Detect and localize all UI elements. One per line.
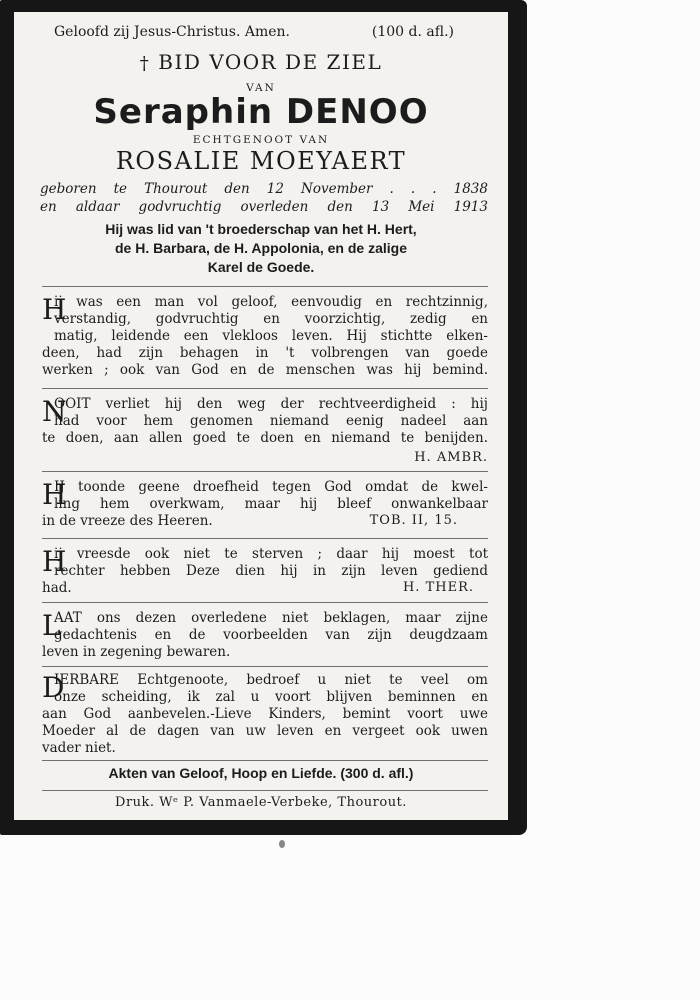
paragraph-line: ij vreesde ook niet te sterven ; daar hij moest tot — [54, 546, 488, 562]
card-paper — [14, 12, 508, 820]
divider — [42, 666, 488, 667]
divider — [42, 388, 488, 389]
brotherhood-line-3: Karel de Goede. — [207, 259, 315, 275]
title-row — [14, 50, 508, 74]
paragraph-line: OOIT verliet hij den weg der rechtveerdigheid : hij — [54, 396, 488, 412]
drop-cap: D — [42, 671, 65, 704]
paragraph-line: aan God aanbevelen.-Lieve Kinders, bemint voort uwe — [42, 706, 488, 722]
cross-icon: † — [139, 53, 151, 74]
scripture-reference: H. THER. — [402, 580, 474, 595]
paragraph-line: matig, leidende een vlekloos leven. Hij stichtte elken- — [54, 328, 488, 344]
brotherhood-line-1: Hij was lid van 't broederschap van het H. Hert, — [105, 221, 417, 237]
paragraph-5 — [42, 610, 488, 661]
paragraph-line: ij was een man vol geloof, eenvoudig en rechtzinnig, — [54, 294, 488, 310]
scripture-reference: H. AMBR. — [414, 450, 488, 465]
paragraph-line: had. — [42, 580, 72, 596]
divider — [42, 602, 488, 603]
paragraph-line: ling hem overkwam, maar hij bleef onwankelbaar — [54, 496, 488, 512]
paragraph-line: rechter hebben Deze dien hij in zijn leven gediend — [54, 563, 488, 579]
divider — [42, 286, 488, 287]
paragraph-3 — [42, 479, 488, 533]
died-line: en aldaar godvruchtig overleden den 13 Mei 1913 — [40, 199, 488, 215]
divider — [42, 760, 488, 761]
drop-cap: L — [42, 609, 61, 642]
acts-line: Akten van Geloof, Hoop en Liefde. (300 d. afl.) — [108, 765, 414, 781]
paragraph-line: werken ; ook van God en de menschen was hij bemind. — [42, 362, 488, 378]
header-prayer: Geloofd zij Jesus-Christus. Amen. — [54, 24, 291, 40]
van-label: VAN — [246, 82, 276, 94]
paragraph-line: in de vreeze des Heeren. — [42, 513, 213, 529]
paragraph-line: gedachtenis en de voorbeelden van zijn deugdzaam — [54, 627, 488, 643]
paragraph-line: onze scheiding, ik zal u voort blijven beminnen en — [54, 689, 488, 705]
scripture-reference: TOB. II, 15. — [369, 513, 458, 528]
paragraph-line: te doen, aan allen goed te doen en niemand te benijden. — [42, 430, 488, 446]
drop-cap: N — [42, 395, 67, 428]
deceased-name: Seraphin DENOO — [93, 92, 429, 132]
paragraph-line: IJ toonde geene droefheid tegen God omdat de kwel- — [54, 479, 488, 495]
paragraph-line: verstandig, godvruchtig en voorzichtig, zedig en — [54, 311, 488, 327]
paragraph-2 — [42, 396, 488, 466]
born-line: geboren te Thourout den 12 November . . . 1838 — [40, 181, 488, 197]
divider — [42, 790, 488, 791]
paragraph-6 — [42, 672, 488, 757]
paragraph-line: vader niet. — [42, 740, 116, 756]
printer-line: Druk. Wᵉ P. Vanmaele-Verbeke, Thourout. — [115, 795, 407, 810]
drop-cap: H — [42, 293, 67, 326]
drop-cap: H — [42, 545, 67, 578]
header — [14, 24, 508, 42]
paragraph-4 — [42, 546, 488, 600]
paragraph-line: deen, had zijn behagen in 't volbrengen van goede — [42, 345, 488, 361]
paragraph-line: IERBARE Echtgenoote, bedroef u niet te veel om — [54, 672, 488, 688]
title: BID VOOR DE ZIEL — [158, 50, 383, 74]
spouse-name: ROSALIE MOEYAERT — [115, 147, 407, 175]
paragraph-line: leven in zegening bewaren. — [42, 644, 231, 660]
paragraph-line: AAT ons dezen overledene niet beklagen, maar zijne — [54, 610, 488, 626]
paragraph-line: had voor hem genomen niemand eenig nadeel aan — [54, 413, 488, 429]
brotherhood-line-2: de H. Barbara, de H. Appolonia, en de zalige — [115, 240, 407, 256]
paragraph-line: Moeder al de dagen van uw leven en vergeet ook uwen — [42, 723, 488, 739]
divider — [42, 538, 488, 539]
spouse-label: ECHTGENOOT VAN — [192, 134, 330, 146]
paragraph-1 — [42, 294, 488, 379]
paper-speck — [279, 840, 285, 848]
drop-cap: H — [42, 478, 67, 511]
divider — [42, 471, 488, 472]
header-indulgence: (100 d. afl.) — [371, 24, 454, 40]
